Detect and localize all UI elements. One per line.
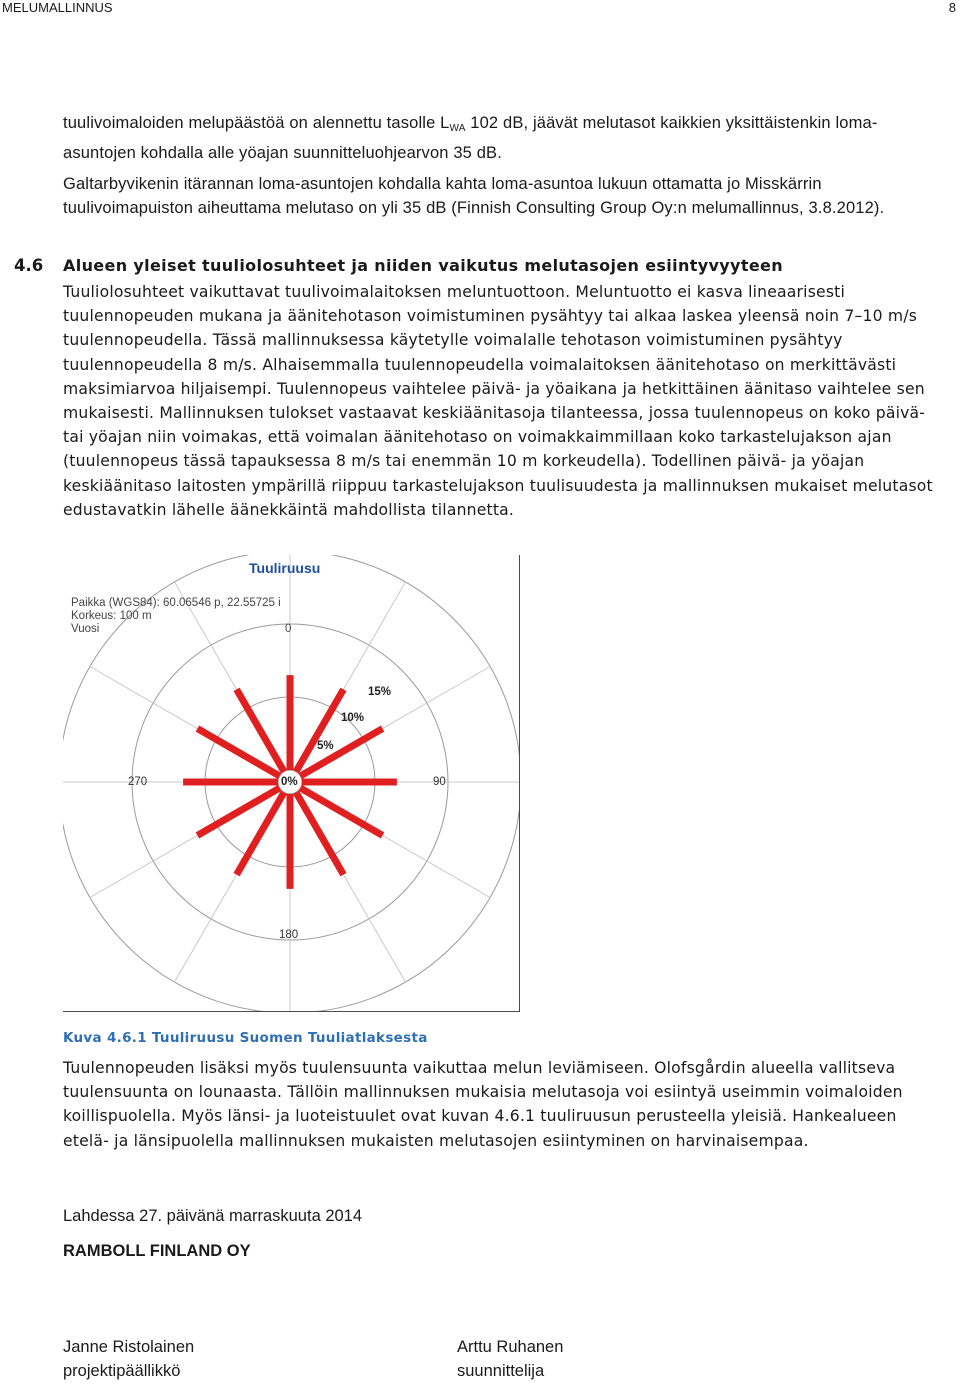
ring-label-15: 15% <box>368 686 392 698</box>
ring-label-0: 0% <box>281 776 298 788</box>
paragraph-text-pre: tuulivoimaloiden melupäästöä on alennettu tasolle L <box>63 114 450 132</box>
running-header: MELUMALLINNUS <box>2 0 113 15</box>
closing-date: Lahdessa 27. päivänä marraskuuta 2014 <box>63 1207 363 1225</box>
wind-rose-figure <box>63 555 520 1012</box>
section-body: Tuuliolosuhteet vaikuttavat tuulivoimalaitoksen meluntuottoon. Meluntuotto ei kasva lineaarisesti tuulennopeuden mukana ja äänitehotason voimistuminen pysähtyy tai alkaa laskea yleensä noin 7–10 m/s tuulennopeudella. Tässä mallinnuksessa käytetylle voimalalle tehotason voimistuminen pysähtyy tuulennopeudella 8 m/s. Alhaisemmalla tuulennopeudella voimalaitoksen äänitehotaso on merkittävästi maksimiarvoa hiljaisempi. Tuulennopeus vaihtelee päivä- ja yöaikana ja hetkittäinen äänitaso vaihtelee sen mukaisesti. Mallinnuksen tulokset vastaavat keskiäänitasoja tilanteessa, jossa tuulennopeus on koko päivä- tai yöajan niin voimakas, että voimalan äänitehotaso on voimakkaimmillaan koko tarkastelujakson ajan (tuulennopeus tässä tapauksessa 8 m/s tai enemmän 10 m korkeudella). Todellinen päivä- ja yöajan keskiäänitaso laitosten ympärillä riippuu tarkastelujakson tuulisuudesta ja mallinnuksen mukaiset melutasot edustavatkin lähelle äänekkäintä mahdollista tilannetta. <box>63 283 933 519</box>
direction-label-east: 90 <box>433 776 446 788</box>
subscript-wa: WA <box>449 123 466 134</box>
signature-role-1: projektipäällikkö <box>63 1362 181 1380</box>
paragraph-galtarbyviken: Galtarbyvikenin itärannan loma-asuntojen kohdalla kahta loma-asuntoa lukuun ottamatta jo Misskärrin tuulivoimapuiston aiheuttama melutaso on yli 35 dB (Finnish Consulting Group Oy:n melumallinnus, 3.8.2012). <box>63 175 885 218</box>
figure-location: Paikka (WGS84): 60.06546 p, 22.55725 i <box>71 597 281 609</box>
direction-label-south: 180 <box>279 929 299 941</box>
ring-label-5: 5% <box>317 740 334 752</box>
signature-name-2: Arttu Ruhanen <box>457 1338 564 1356</box>
company-name: RAMBOLL FINLAND OY <box>63 1242 251 1260</box>
figure-year-label: Vuosi <box>71 623 100 635</box>
figure-height: Korkeus: 100 m <box>71 610 152 622</box>
section-number: 4.6 <box>14 256 44 275</box>
page-number: 8 <box>948 0 956 15</box>
paragraph-wind-direction: Tuulennopeuden lisäksi myös tuulensuunta vaikuttaa melun leviämiseen. Olofsgårdin alueella vallitseva tuulensuunta on lounaasta. Tällöin mallinnuksen mukaisia melutasoja voi esiintyä useimmin voimaloiden koillispuolella. Myös länsi- ja luoteistuulet ovat kuvan 4.6.1 tuuliruusun perusteella yleisiä. Hankealueen etelä- ja länsipuolella mallinnuksen mukaisten melutasojen esiintyminen on harvinaisempaa. <box>63 1059 903 1150</box>
direction-label-west: 270 <box>128 776 148 788</box>
section-title: Alueen yleiset tuuliolosuhteet ja niiden vaikutus melutasojen esiintyvyyteen <box>63 256 783 275</box>
figure-caption: Kuva 4.6.1 Tuuliruusu Suomen Tuuliatlaksesta <box>63 1030 428 1046</box>
paragraph-noise-reduction <box>63 111 947 165</box>
figure-title: Tuuliruusu <box>249 560 321 576</box>
signature-role-2: suunnittelija <box>457 1362 545 1380</box>
figure-year-value: 0 <box>285 623 292 635</box>
paragraph-text-post: 102 dB, jäävät melutasot kaikkien yksittäistenkin loma-asuntojen kohdalla alle yöajan suunnitteluohjearvon 35 dB. <box>63 114 878 163</box>
ring-label-10: 10% <box>341 712 365 724</box>
signature-name-1: Janne Ristolainen <box>63 1338 195 1356</box>
